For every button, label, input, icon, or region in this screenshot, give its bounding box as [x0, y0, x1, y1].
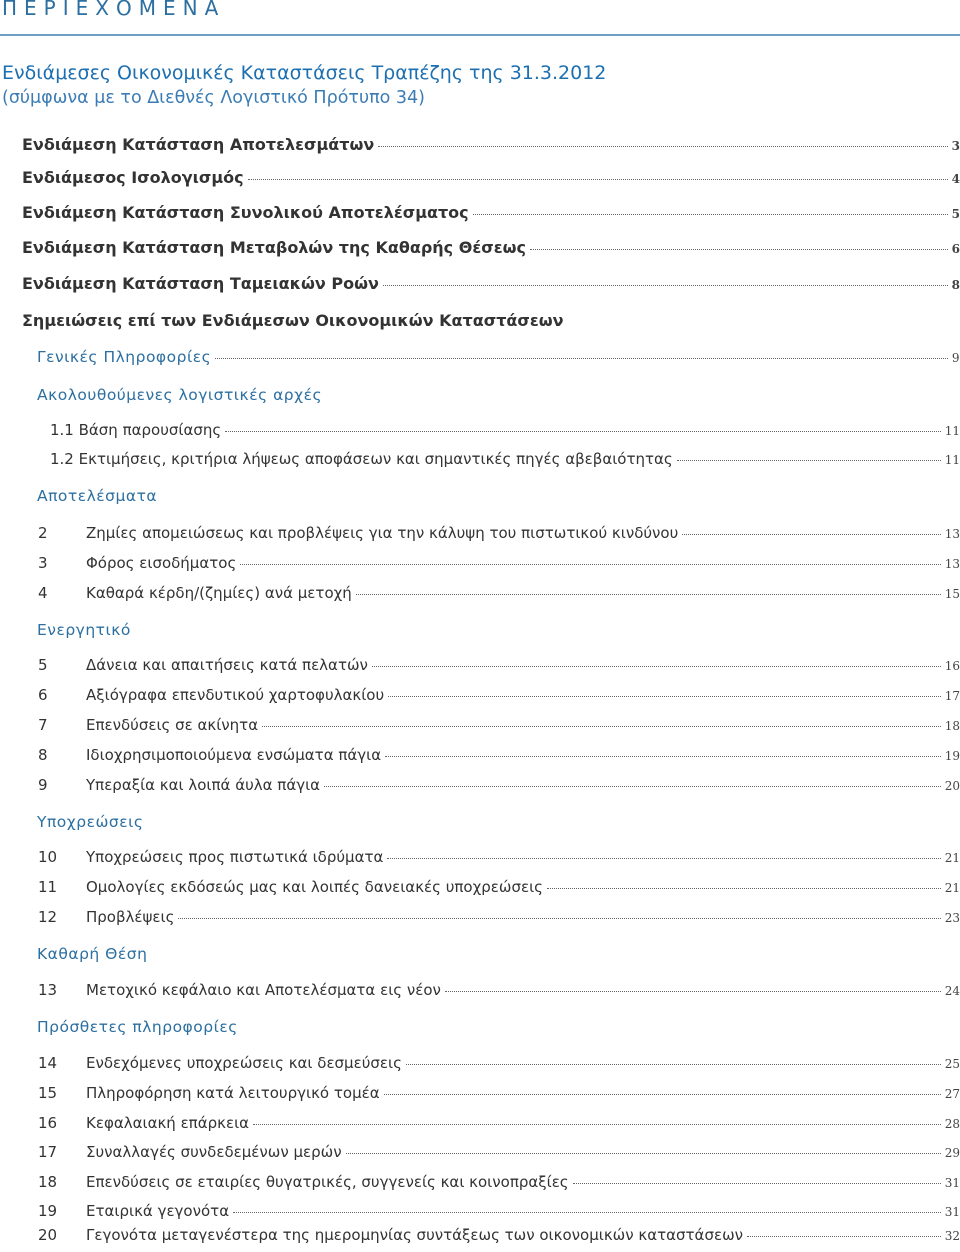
- toc-entry-note-17[interactable]: [38, 1143, 960, 1167]
- note-number: 11: [38, 878, 58, 896]
- toc-entry-label: Ενδιάμεση Κατάσταση Αποτελεσμάτων: [22, 135, 375, 154]
- group-heading-additional-info: Πρόσθετες πληροφορίες: [37, 1018, 238, 1036]
- toc-entry-label: Υπεραξία και λοιπά άυλα πάγια: [86, 776, 321, 794]
- toc-entry-label: Συναλλαγές συνδεδεμένων μερών: [86, 1143, 342, 1161]
- toc-entry-label: Ενδεχόμενες υποχρεώσεις και δεσμεύσεις: [86, 1054, 402, 1072]
- dot-leader: [372, 666, 941, 667]
- toc-entry-note-8[interactable]: [38, 746, 960, 770]
- note-number: 12: [38, 908, 58, 926]
- toc-page-number: 6: [951, 242, 960, 256]
- dot-leader: [178, 918, 940, 919]
- toc-entry-note-4[interactable]: [38, 584, 960, 608]
- toc-entry-equity-changes[interactable]: [22, 238, 960, 262]
- note-number: 17: [38, 1143, 58, 1161]
- dot-leader: [378, 146, 947, 147]
- toc-entry-label: Ενδιάμεσος Ισολογισμός: [22, 168, 244, 187]
- toc-entry-comprehensive-income[interactable]: [22, 203, 960, 227]
- dot-leader: [262, 726, 941, 727]
- note-number: 4: [38, 584, 48, 602]
- note-number: 15: [38, 1084, 58, 1102]
- toc-entry-note-12[interactable]: [38, 908, 960, 932]
- dot-leader: [387, 858, 940, 859]
- notes-section-heading: Σημειώσεις επί των Ενδιάμεσων Οικονομικών Καταστάσεων: [22, 311, 564, 330]
- dot-leader: [473, 214, 948, 215]
- toc-entry-note-11[interactable]: [38, 878, 960, 902]
- note-number: 13: [38, 981, 58, 999]
- toc-entry-label: Δάνεια και απαιτήσεις κατά πελατών: [86, 656, 368, 674]
- group-heading-assets: Ενεργητικό: [37, 621, 131, 639]
- page-header-title: ΠΕΡΙΕΧΟΜΕΝΑ: [2, 0, 226, 20]
- toc-entry-label: Κεφαλαιακή επάρκεια: [86, 1114, 250, 1132]
- toc-entry-note-9[interactable]: [38, 776, 960, 800]
- toc-page-number: 27: [944, 1087, 960, 1101]
- note-number: 8: [38, 746, 48, 764]
- dot-leader: [356, 594, 941, 595]
- toc-page-number: 3: [951, 139, 960, 153]
- toc-entry-label: Εταιρικά γεγονότα: [86, 1202, 230, 1220]
- toc-page-number: 21: [944, 851, 960, 865]
- note-number: 3: [38, 554, 48, 572]
- toc-entry-label: Γεγονότα μεταγενέστερα της ημερομηνίας συντάξεως των οικονομικών καταστάσεων: [86, 1226, 744, 1244]
- toc-entry-label: Ενδιάμεση Κατάσταση Συνολικού Αποτελέσματος: [22, 203, 469, 222]
- toc-page-number: 5: [951, 207, 960, 221]
- toc-page-number: 15: [944, 587, 960, 601]
- document-subtitle: (σύμφωνα με το Διεθνές Λογιστικό Πρότυπο 34): [2, 88, 425, 108]
- header-divider: [0, 34, 960, 36]
- toc-page-number: 17: [944, 689, 960, 703]
- dot-leader: [253, 1124, 941, 1125]
- toc-page-number: 4: [951, 172, 960, 186]
- dot-leader: [233, 1212, 941, 1213]
- note-number: 10: [38, 848, 58, 866]
- toc-page-number: 23: [944, 911, 960, 925]
- toc-entry-note-13[interactable]: [38, 981, 960, 1005]
- toc-entry-label: Ενδιάμεση Κατάσταση Ταμειακών Ροών: [22, 274, 379, 293]
- dot-leader: [747, 1236, 941, 1237]
- toc-entry-note-3[interactable]: [38, 554, 960, 578]
- toc-page-number: 16: [944, 659, 960, 673]
- toc-page-number: 11: [944, 453, 960, 467]
- toc-entry-note-20[interactable]: [38, 1226, 960, 1250]
- toc-page-number: 28: [944, 1117, 960, 1131]
- toc-entry-label: Υποχρεώσεις προς πιστωτικά ιδρύματα: [86, 848, 384, 866]
- toc-entry-label: 1.2 Εκτιμήσεις, κριτήρια λήψεως αποφάσεων και σημαντικές πηγές αβεβαιότητας: [50, 450, 673, 468]
- toc-entry-label: Ιδιοχρησιμοποιούμενα ενσώματα πάγια: [86, 746, 382, 764]
- toc-entry-label: Καθαρά κέρδη/(ζημίες) ανά μετοχή: [86, 584, 352, 602]
- toc-entry-label: Αξιόγραφα επενδυτικού χαρτοφυλακίου: [86, 686, 385, 704]
- note-number: 5: [38, 656, 48, 674]
- toc-entry-label: Επενδύσεις σε εταιρίες θυγατρικές, συγγενείς και κοινοπραξίες: [86, 1173, 569, 1191]
- group-heading-results: Αποτελέσματα: [37, 487, 158, 505]
- dot-leader: [383, 285, 948, 286]
- toc-page-number: 25: [944, 1057, 960, 1071]
- dot-leader: [530, 249, 948, 250]
- dot-leader: [385, 756, 941, 757]
- note-number: 7: [38, 716, 48, 734]
- toc-entry-label: Γενικές Πληροφορίες: [37, 348, 212, 366]
- toc-entry-note-16[interactable]: [38, 1114, 960, 1138]
- toc-entry-note-7[interactable]: [38, 716, 960, 740]
- toc-page-number: 18: [944, 719, 960, 733]
- toc-entry-label: Ομολογίες εκδόσεώς μας και λοιπές δανειακές υποχρεώσεις: [86, 878, 543, 896]
- toc-page-number: 11: [944, 424, 960, 438]
- dot-leader: [346, 1153, 941, 1154]
- toc-page-number: 29: [944, 1146, 960, 1160]
- toc-entry-general-info[interactable]: [37, 348, 960, 372]
- toc-page-number: 24: [944, 984, 960, 998]
- dot-leader: [388, 696, 941, 697]
- note-number: 14: [38, 1054, 58, 1072]
- toc-entry-note-15[interactable]: [38, 1084, 960, 1108]
- toc-entry-note-5[interactable]: [38, 656, 960, 680]
- toc-entry-note-19[interactable]: [38, 1202, 960, 1226]
- toc-page-number: 21: [944, 881, 960, 895]
- toc-page-number: 20: [944, 779, 960, 793]
- toc-entry-label: Προβλέψεις: [86, 908, 175, 926]
- document-title: Ενδιάμεσες Οικονομικές Καταστάσεις Τραπέζης της 31.3.2012: [2, 62, 607, 84]
- toc-entry-note-6[interactable]: [38, 686, 960, 710]
- toc-page-number: 13: [944, 527, 960, 541]
- dot-leader: [215, 358, 948, 359]
- toc-entry-label: Πληροφόρηση κατά λειτουργικό τομέα: [86, 1084, 380, 1102]
- toc-entry-note-10[interactable]: [38, 848, 960, 872]
- toc-entry-income-statement[interactable]: [22, 135, 960, 159]
- dot-leader: [547, 888, 941, 889]
- toc-entry-estimates[interactable]: [50, 450, 960, 474]
- toc-page-number: 32: [944, 1229, 960, 1243]
- dot-leader: [682, 534, 940, 535]
- dot-leader: [384, 1094, 941, 1095]
- dot-leader: [240, 564, 940, 565]
- dot-leader: [248, 179, 948, 180]
- toc-entry-note-14[interactable]: [38, 1054, 960, 1078]
- dot-leader: [573, 1183, 941, 1184]
- toc-page-number: 13: [944, 557, 960, 571]
- toc-entry-label: Ενδιάμεση Κατάσταση Μεταβολών της Καθαρής Θέσεως: [22, 238, 526, 257]
- toc-entry-cash-flows[interactable]: [22, 274, 960, 298]
- toc-page-number: 31: [944, 1176, 960, 1190]
- note-number: 9: [38, 776, 48, 794]
- group-heading-equity: Καθαρή Θέση: [37, 945, 148, 963]
- toc-page-number: 31: [944, 1205, 960, 1219]
- dot-leader: [324, 786, 941, 787]
- dot-leader: [677, 460, 941, 461]
- toc-entry-label: Ζημίες απομειώσεως και προβλέψεις για την κάλυψη του πιστωτικού κινδύνου: [86, 524, 679, 542]
- toc-entry-basis-of-presentation[interactable]: [50, 421, 960, 445]
- note-number: 6: [38, 686, 48, 704]
- note-number: 18: [38, 1173, 58, 1191]
- toc-entry-balance-sheet[interactable]: [22, 168, 960, 192]
- note-number: 19: [38, 1202, 58, 1220]
- dot-leader: [406, 1064, 941, 1065]
- dot-leader: [225, 431, 941, 432]
- group-heading-accounting-policies: Ακολουθούμενες λογιστικές αρχές: [37, 386, 323, 404]
- toc-entry-label: Επενδύσεις σε ακίνητα: [86, 716, 259, 734]
- toc-page-number: 8: [951, 278, 960, 292]
- note-number: 16: [38, 1114, 58, 1132]
- toc-entry-label: Φόρος εισοδήματος: [86, 554, 237, 572]
- toc-page-number: 19: [944, 749, 960, 763]
- note-number: 2: [38, 524, 48, 542]
- dot-leader: [445, 991, 941, 992]
- toc-page-number: 9: [951, 351, 960, 365]
- toc-entry-label: Μετοχικό κεφάλαιο και Αποτελέσματα εις νέον: [86, 981, 441, 999]
- toc-entry-note-18[interactable]: [38, 1173, 960, 1197]
- group-heading-liabilities: Υποχρεώσεις: [37, 813, 144, 831]
- toc-entry-label: 1.1 Βάση παρουσίασης: [50, 421, 222, 439]
- toc-entry-note-2[interactable]: [38, 524, 960, 548]
- note-number: 20: [38, 1226, 58, 1244]
